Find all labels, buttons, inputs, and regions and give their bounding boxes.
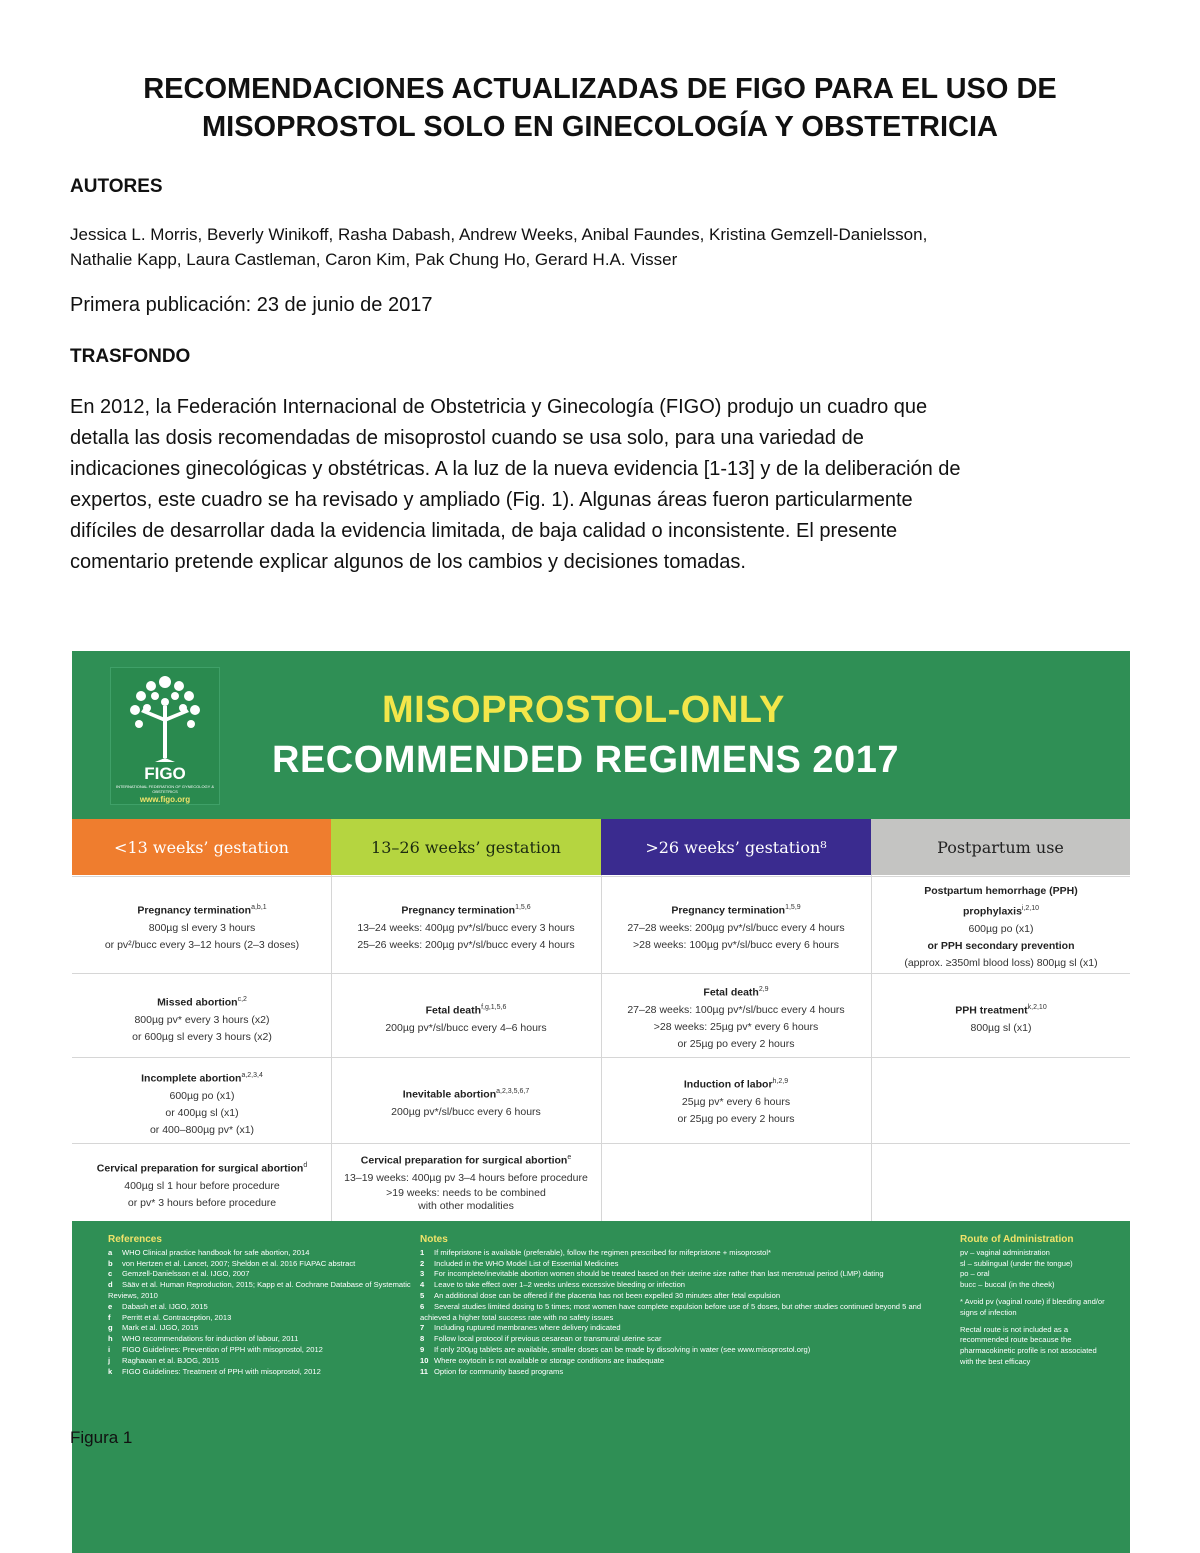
cell-line: 27–28 weeks: 100µg pv*/sl/bucc every 4 hours [627, 1003, 845, 1016]
cell-line: or 25µg po every 2 hours [677, 1112, 795, 1125]
para-line: difíciles de desarrollar dada la evidencia limitada, de baja calidad o inconsistente. El presente [70, 520, 898, 542]
tree-figure-icon [121, 672, 209, 764]
cell-line: or 600µg sl every 3 hours (x2) [132, 1030, 272, 1043]
cell-title: Induction of labor [683, 1078, 773, 1091]
cell-line: 800µg sl (x1) [970, 1021, 1032, 1034]
column-header-13-26-weeks: 13–26 weeks’ gestation [331, 819, 601, 875]
cell-line: 600µg po (x1) [169, 1089, 235, 1102]
cell-sup: a,2,3,4 [241, 1072, 263, 1079]
note-item: 10 Where oxytocin is not available or storage conditions are inadequate [420, 1355, 665, 1365]
cell-line: or 400µg sl (x1) [165, 1106, 239, 1119]
logo-name: FIGO [144, 764, 186, 783]
route-item: bucc – buccal (in the cheek) [960, 1280, 1055, 1290]
note-item: 9 If only 200µg tablets are available, smaller doses can be made by dissolving in water (see www.misoprostol.org) [420, 1344, 811, 1354]
note-item: 5 An additional dose can be offered if the placenta has not been expelled 30 minutes after fetal expulsion [420, 1290, 781, 1300]
cell-line: 800µg sl every 3 hours [148, 921, 256, 934]
cell-sup: 1,5,6 [515, 904, 531, 911]
cell-line: >28 weeks: 25µg pv* every 6 hours [653, 1020, 819, 1033]
reference-item: d Sääv et al. Human Reproduction, 2015; Kapp et al. Cochrane Database of Systematic Reviews, 2010 [108, 1280, 411, 1300]
publication-date: Primera publicación: 23 de junio de 2017 [70, 294, 433, 316]
note-item: 3 For incomplete/inevitable abortion women should be treated based on their uterine size rather than last menstrual period (LMP) dating [420, 1269, 884, 1279]
cell-line: 13–24 weeks: 400µg pv*/sl/bucc every 3 hours [357, 921, 575, 934]
logo-url: www.figo.org [139, 795, 191, 804]
note-item: 11 Option for community based programs [420, 1366, 564, 1376]
cell-title: Inevitable abortion [402, 1088, 497, 1101]
reference-item: j Raghavan et al. BJOG, 2015 [108, 1355, 220, 1365]
cell-line: 600µg po (x1) [968, 922, 1034, 935]
cell-line: or PPH secondary prevention [927, 939, 1075, 952]
cell-sup: h,2,9 [772, 1078, 789, 1085]
cell-incomplete-abortion [67, 1067, 337, 1139]
route-item: * Avoid pv (vaginal route) if bleeding and/or signs of infection [960, 1296, 1105, 1317]
cell-title: Postpartum hemorrhage (PPH) [924, 885, 1078, 897]
authors-line-1: Jessica L. Morris, Beverly Winikoff, Rasha Dabash, Andrew Weeks, Anibal Faundes, Kristina Gemzell-Danielsson, [70, 225, 928, 244]
cell-title: PPH treatment [955, 1004, 1028, 1017]
grid-divider [72, 1057, 1130, 1058]
route-item: Rectal route is not included as a recommended route because the pharmacokinetic profile is not associated with the best efficacy [960, 1324, 1097, 1366]
reference-item: f Perritt et al. Contraception, 2013 [108, 1312, 232, 1322]
figure-caption: Figura 1 [70, 1428, 133, 1447]
para-line: expertos, este cuadro se ha revisado y ampliado (Fig. 1). Algunas áreas fueron particularmente [70, 489, 913, 511]
cell-title: Cervical preparation for surgical abortion [96, 1162, 304, 1175]
route-heading: Route of Administration [960, 1234, 1074, 1245]
cell-sup: c,2 [237, 996, 247, 1003]
cell-induction-of-labor [601, 1073, 871, 1128]
authors-heading: AUTORES [70, 176, 163, 197]
notes-heading: Notes [420, 1234, 448, 1245]
cell-fetal-death-late [601, 981, 871, 1053]
cell-line: >19 weeks: needs to be combined [386, 1186, 546, 1199]
document-title [60, 70, 1140, 146]
logo-subtitle: INTERNATIONAL FEDERATION OF GYNECOLOGY & OBSTETRICS [115, 784, 215, 794]
reference-item: a WHO Clinical practice handbook for safe abortion, 2014 [108, 1247, 310, 1257]
para-line: indicaciones ginecológicas y obstétricas. A la luz de la nueva evidencia [1-13] y de la deliberación de [70, 458, 961, 480]
para-line: detalla las dosis recomendadas de misoprostol cuando se usa solo, para una variedad de [70, 427, 864, 449]
figure-footer [72, 1221, 1130, 1553]
cell-missed-abortion [67, 991, 337, 1046]
references-heading: References [108, 1234, 162, 1245]
route-item: po – oral [960, 1269, 990, 1279]
route-item: sl – sublingual (under the tongue) [960, 1258, 1073, 1268]
reference-item: h WHO recommendations for induction of labour, 2011 [108, 1334, 299, 1344]
note-item: 8 Follow local protocol if previous cesarean or transmural uterine scar [420, 1334, 662, 1344]
title-line-2: MISOPROSTOL SOLO EN GINECOLOGÍA Y OBSTETRICIA [202, 111, 998, 143]
note-item: 4 Leave to take effect over 1–2 weeks unless excessive bleeding or infection [420, 1280, 686, 1290]
cell-cervical-prep-mid [331, 1149, 601, 1213]
cell-line: 25–26 weeks: 200µg pv*/sl/bucc every 4 hours [357, 938, 575, 951]
reference-item: i FIGO Guidelines: Prevention of PPH with misoprostol, 2012 [108, 1344, 323, 1354]
cell-sup: e [567, 1154, 572, 1161]
grid-divider [72, 876, 1130, 877]
para-line: comentario pretende explicar algunos de los cambios y decisiones tomadas. [70, 551, 746, 573]
reference-item: g Mark et al. IJGO, 2015 [108, 1323, 199, 1333]
misoprostol-figure [72, 651, 1130, 1553]
reference-item: b von Hertzen et al. Lancet, 2007; Sheldon et al. 2016 FIAPAC abstract [108, 1258, 356, 1268]
column-header-postpartum: Postpartum use [871, 819, 1130, 875]
column-header-over-26-weeks: >26 weeks’ gestation⁸ [601, 819, 871, 875]
reference-item: k FIGO Guidelines: Treatment of PPH with misoprostol, 2012 [108, 1366, 321, 1376]
cell-sup: k,2,10 [1027, 1004, 1047, 1011]
note-item: 2 Included in the WHO Model List of Essential Medicines [420, 1258, 619, 1268]
cell-line: (approx. ≥350ml blood loss) 800µg sl (x1) [904, 956, 1098, 969]
cell-line: 200µg pv*/sl/bucc every 6 hours [391, 1105, 541, 1118]
cell-sup: 2,9 [758, 986, 769, 993]
regimen-grid [72, 875, 1130, 1221]
cell-line: 200µg pv*/sl/bucc every 4–6 hours [385, 1021, 547, 1034]
background-paragraph [70, 392, 1135, 578]
cell-sup: a,b,1 [251, 904, 267, 911]
cell-line: or pv* 3 hours before procedure [127, 1196, 277, 1209]
cell-pregnancy-termination-late [601, 899, 871, 954]
cell-title-2: prophylaxis [962, 905, 1022, 918]
cell-line: or 400–800µg pv* (x1) [149, 1123, 255, 1136]
background-heading: TRASFONDO [70, 346, 191, 367]
cell-title: Fetal death [703, 986, 759, 999]
cell-line: 400µg sl 1 hour before procedure [124, 1179, 280, 1192]
reference-item: c Gemzell-Danielsson et al. IJGO, 2007 [108, 1269, 250, 1279]
cell-pregnancy-termination-mid [331, 899, 601, 954]
route-column [960, 1235, 1110, 1368]
cell-line: or 25µg po every 2 hours [677, 1037, 795, 1050]
cell-sup: 1,5,9 [785, 904, 801, 911]
title-line-1: RECOMENDACIONES ACTUALIZADAS DE FIGO PARA EL USO DE [143, 73, 1057, 105]
cell-pregnancy-termination-early [67, 899, 337, 954]
cell-sup: d [303, 1162, 308, 1169]
cell-title: Fetal death [425, 1004, 482, 1017]
note-item: 7 Including ruptured membranes where delivery indicated [420, 1323, 621, 1333]
authors-line-2: Nathalie Kapp, Laura Castleman, Caron Kim, Pak Chung Ho, Gerard H.A. Visser [70, 250, 678, 269]
para-line: En 2012, la Federación Internacional de Obstetricia y Ginecología (FIGO) produjo un cuadro que [70, 396, 928, 418]
cell-title: Pregnancy termination [137, 904, 252, 917]
authors-list [70, 222, 1130, 272]
cell-line: 800µg pv* every 3 hours (x2) [134, 1013, 270, 1026]
cell-line: >28 weeks: 100µg pv*/sl/bucc every 6 hours [633, 938, 839, 951]
note-item: 6 Several studies limited dosing to 5 times; most women have complete expulsion before use of 5 doses, but other studies continued beyond 5 and achieved a higher total success rate with no safety issues [420, 1301, 922, 1322]
cell-pph-prophylaxis [866, 883, 1136, 972]
cell-pph-treatment [866, 999, 1136, 1037]
figure-header [72, 651, 1130, 819]
figo-logo [110, 667, 220, 805]
cell-title: Pregnancy termination [671, 904, 786, 917]
figure-title-line-2: RECOMMENDED REGIMENS 2017 [272, 739, 899, 781]
reference-item: e Dabash et al. IJGO, 2015 [108, 1301, 208, 1311]
note-item: 1 If mifepristone is available (preferable), follow the regimen prescribed for mifepristone + misoprostol* [420, 1247, 772, 1257]
cell-line: 13–19 weeks: 400µg pv 3–4 hours before procedure [344, 1171, 588, 1184]
cell-sup: a,2,3,5,6,7 [496, 1088, 530, 1095]
cell-fetal-death-mid [331, 999, 601, 1037]
route-item: pv – vaginal administration [960, 1247, 1050, 1257]
cell-inevitable-abortion [331, 1083, 601, 1121]
cell-sup: f,g,1,5,6 [481, 1004, 507, 1011]
cell-cervical-prep-early [67, 1157, 337, 1212]
cell-line: 27–28 weeks: 200µg pv*/sl/bucc every 4 hours [627, 921, 845, 934]
references-column [108, 1235, 438, 1377]
grid-divider [72, 1143, 1130, 1144]
cell-title: Cervical preparation for surgical abortion [360, 1154, 568, 1167]
cell-title: Pregnancy termination [401, 904, 516, 917]
notes-column [420, 1235, 940, 1377]
cell-line: 25µg pv* every 6 hours [681, 1095, 791, 1108]
cell-title: Incomplete abortion [141, 1072, 242, 1085]
cell-line: or pv²/bucc every 3–12 hours (2–3 doses) [104, 938, 300, 951]
column-header-under-13-weeks: <13 weeks’ gestation [72, 819, 331, 875]
cell-title: Missed abortion [157, 996, 238, 1009]
figure-title-line-1: MISOPROSTOL-ONLY [382, 689, 785, 731]
grid-divider [72, 973, 1130, 974]
cell-line: with other modalities [418, 1199, 514, 1212]
cell-sup: i,2,10 [1021, 905, 1040, 912]
